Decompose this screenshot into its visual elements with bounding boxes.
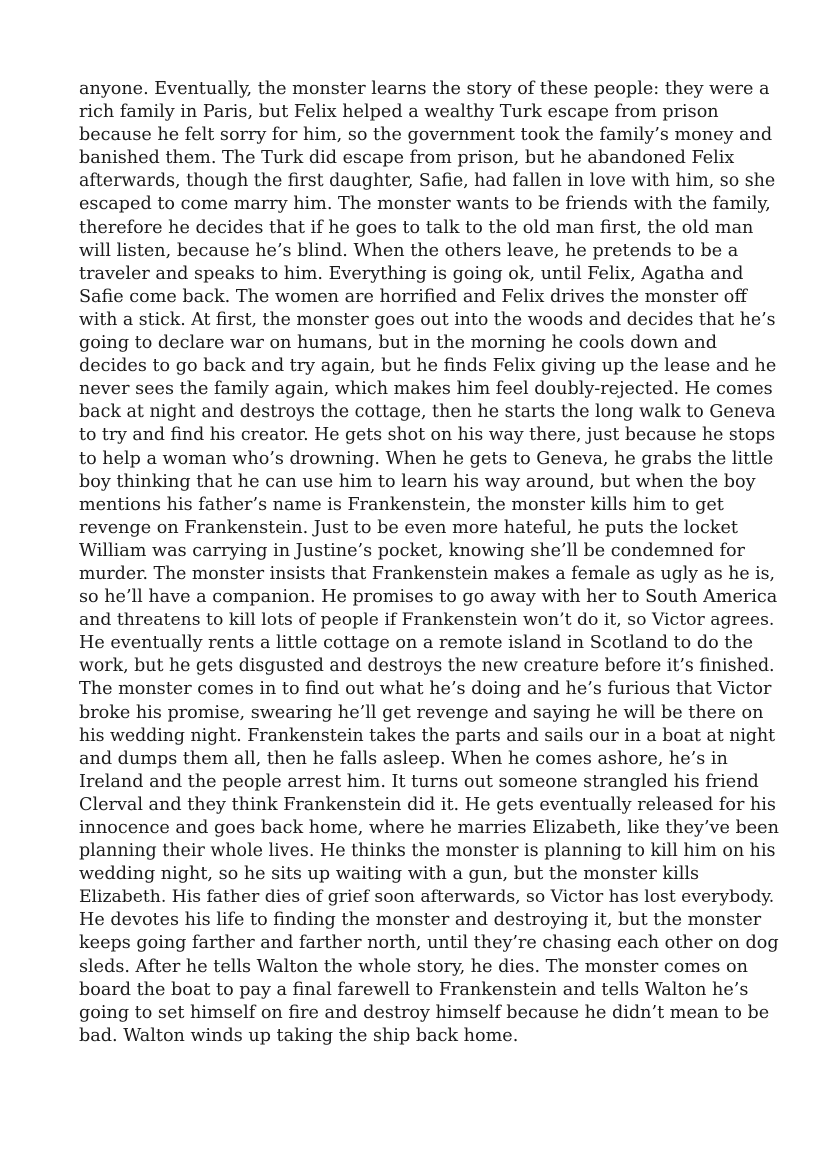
text-line: will listen, because he’s blind. When the others leave, he pretends to be a xyxy=(79,240,739,261)
text-line: to try and find his creator. He gets shot on his way there, just because he stops xyxy=(79,425,776,446)
text-line: and threatens to kill lots of people if Frankenstein won’t do it, so Victor agrees. xyxy=(79,610,775,631)
text-line: his wedding night. Frankenstein takes the parts and sails our in a boat at night xyxy=(79,725,776,746)
text-line: board the boat to pay a final farewell to Frankenstein and tells Walton he’s xyxy=(79,979,749,1000)
text-line: planning their whole lives. He thinks the monster is planning to kill him on his xyxy=(79,841,776,862)
text-line: revenge on Frankenstein. Just to be even more hateful, he puts the locket xyxy=(79,517,738,538)
text-line: never sees the family again, which makes him feel doubly-rejected. He comes xyxy=(79,379,773,400)
text-line: bad. Walton winds up taking the ship back home. xyxy=(79,1025,519,1046)
text-line: rich family in Paris, but Felix helped a wealthy Turk escape from prison xyxy=(79,102,719,123)
text-line: keeps going farther and farther north, until they’re chasing each other on dog xyxy=(79,933,779,954)
text-line: broke his promise, swearing he’ll get revenge and saying he will be there on xyxy=(79,702,764,723)
text-line: escaped to come marry him. The monster wants to be friends with the family, xyxy=(79,194,771,215)
text-line: therefore he decides that if he goes to talk to the old man first, the old man xyxy=(79,217,754,238)
text-line: and dumps them all, then he falls asleep. When he comes ashore, he’s in xyxy=(79,748,728,769)
text-line: work, but he gets disgusted and destroys the new creature before it’s finished. xyxy=(79,656,775,677)
text-line: going to declare war on humans, but in the morning he cools down and xyxy=(79,333,718,354)
text-line: sleds. After he tells Walton the whole story, he dies. The monster comes on xyxy=(79,956,748,977)
text-line: banished them. The Turk did escape from prison, but he abandoned Felix xyxy=(79,148,735,169)
text-line: He devotes his life to finding the monster and destroying it, but the monster xyxy=(79,910,762,931)
text-line: decides to go back and try again, but he finds Felix giving up the lease and he xyxy=(79,356,777,377)
text-line: Elizabeth. His father dies of grief soon afterwards, so Victor has lost everybody. xyxy=(79,887,775,908)
text-line: innocence and goes back home, where he marries Elizabeth, like they’ve been xyxy=(79,818,779,838)
text-line: Safie come back. The women are horrified and Felix drives the monster off xyxy=(79,286,747,307)
text-line: because he felt sorry for him, so the government took the family’s money and xyxy=(79,125,773,146)
text-line: mentions his father’s name is Frankenstein, the monster kills him to get xyxy=(79,494,724,515)
text-line: wedding night, so he sits up waiting with a gun, but the monster kills xyxy=(79,864,699,885)
text-line: traveler and speaks to him. Everything is going ok, until Felix, Agatha and xyxy=(79,263,744,284)
text-line: afterwards, though the first daughter, Safie, had fallen in love with him, so she xyxy=(79,171,776,192)
body-paragraph xyxy=(79,78,779,1048)
text-line: murder. The monster insists that Frankenstein makes a female as ugly as he is, xyxy=(79,563,776,584)
text-line: so he’ll have a companion. He promises to go away with her to South America xyxy=(79,587,778,608)
text-line: going to set himself on fire and destroy himself because he didn’t mean to be xyxy=(79,1002,770,1023)
text-line: Ireland and the people arrest him. It turns out someone strangled his friend xyxy=(79,771,759,792)
text-line: He eventually rents a little cottage on a remote island in Scotland to do the xyxy=(79,633,754,654)
text-line: boy thinking that he can use him to learn his way around, but when the boy xyxy=(79,471,756,492)
text-line: Clerval and they think Frankenstein did it. He gets eventually released for his xyxy=(79,794,776,815)
text-line: to help a woman who’s drowning. When he gets to Geneva, he grabs the little xyxy=(79,448,774,469)
text-line: back at night and destroys the cottage, then he starts the long walk to Geneva xyxy=(79,402,776,423)
text-line: with a stick. At first, the monster goes out into the woods and decides that he’s xyxy=(79,309,776,330)
text-line: The monster comes in to find out what he’s doing and he’s furious that Victor xyxy=(79,679,772,700)
text-line: William was carrying in Justine’s pocket, knowing she’ll be condemned for xyxy=(79,540,745,561)
text-line: anyone. Eventually, the monster learns the story of these people: they were a xyxy=(79,79,770,99)
